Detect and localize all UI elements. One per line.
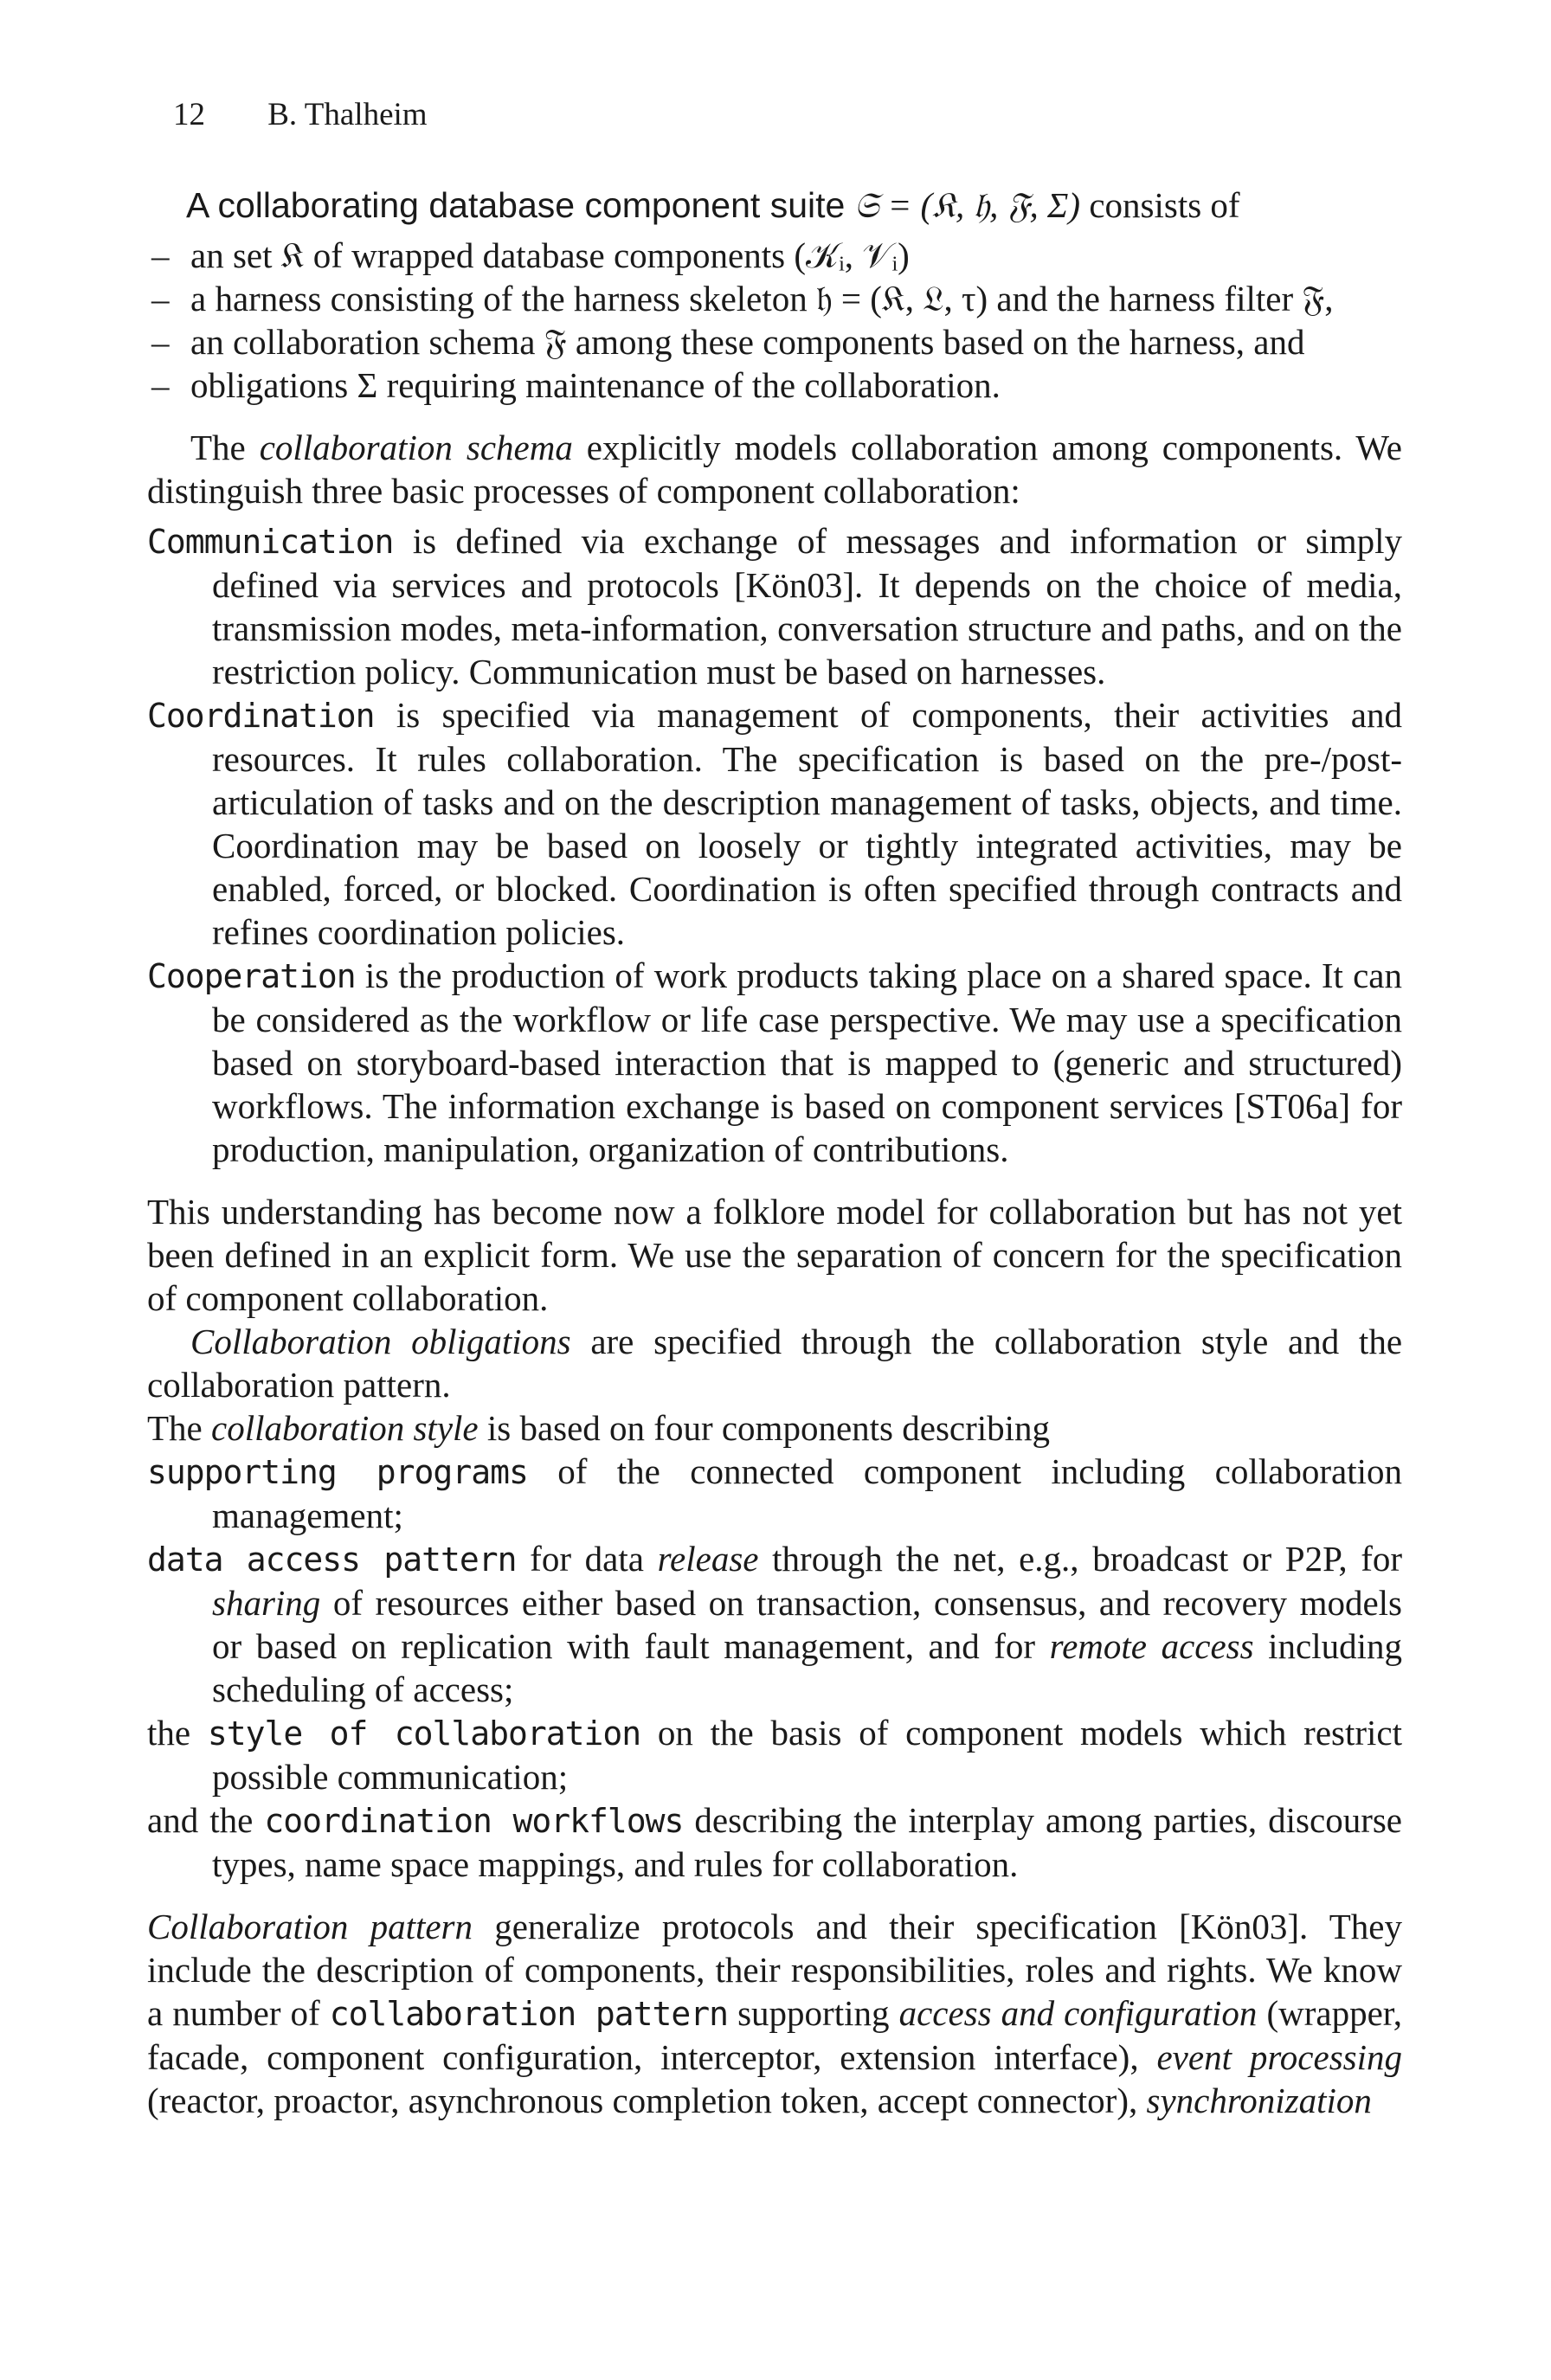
definition-item: – an collaboration schema 𝔉 among these components based on the harness, and bbox=[147, 320, 1402, 363]
definition-item: – an set 𝔎 of wrapped database components (𝒦ᵢ, 𝒱ᵢ) bbox=[147, 234, 1402, 277]
definition-math: 𝔖 = (𝔎, 𝔥, 𝔉, Σ) bbox=[853, 185, 1081, 225]
definition-list bbox=[147, 234, 1402, 407]
running-header bbox=[173, 93, 428, 137]
process-list bbox=[147, 519, 1402, 1171]
process-cooperation: Cooperation is the production of work products taking place on a shared space. It can be considered as the workflow or life case perspective. We may use a specification based on storyboard-based interaction that is mapped to (generic and structured) workflows. The information exchange is based on component services [ST06a] for production, manipulation, organization of contributions. bbox=[147, 955, 1403, 1169]
process-communication: Communication is defined via exchange of messages and information or simply defined via services and protocols [Kön03]. It depends on the choice of media, transmission modes, meta-information, conversation structure and paths, and on the restriction policy. Communication must be based on harnesses. bbox=[147, 521, 1402, 691]
style-paragraph: The collaboration style is based on four components describing bbox=[147, 1408, 1051, 1448]
style-item: the style of collaboration on the basis of component models which restrict possible communication; bbox=[147, 1713, 1403, 1797]
style-item: supporting programs of the connected component including collaboration management; bbox=[147, 1451, 1402, 1535]
running-author: B. Thalheim bbox=[267, 97, 428, 132]
process-coordination: Coordination is specified via management of components, their activities and resources. It rules collaboration. The specification is based on the pre-/post-articulation of tasks and on the description management of tasks, objects, and time. Coordination may be based on loosely or tightly integrated activities, may be enabled, forced, or blocked. Coordination is often specified through contracts and refines coordination policies. bbox=[147, 695, 1403, 952]
definition-intro: A collaborating database component suite bbox=[186, 185, 846, 225]
definition-item: – a harness consisting of the harness skeleton 𝔥 = (𝔎, 𝔏, τ) and the harness filter 𝔉, bbox=[147, 277, 1402, 320]
style-item: and the coordination workflows describing the interplay among parties, discourse types, name space mappings, and rules for collaboration. bbox=[147, 1800, 1403, 1884]
page-number: 12 bbox=[173, 97, 205, 132]
definition-block bbox=[147, 183, 1402, 2122]
definition-tail: consists of bbox=[1089, 185, 1240, 225]
definition-item: – obligations Σ requiring maintenance of the collaboration. bbox=[147, 363, 1402, 407]
schema-paragraph: The collaboration schema explicitly models collaboration among components. We distinguish three basic processes of component collaboration: bbox=[147, 428, 1402, 511]
style-item: data access pattern for data release through the net, e.g., broadcast or P2P, for sharing of resources either based on transaction, consensus, and recovery models or based on replication with fault management, and for remote access including scheduling of access; bbox=[147, 1539, 1403, 1709]
pattern-paragraph: Collaboration pattern generalize protocols and their specification [Kön03]. They include the description of components, their responsibilities, roles and rights. We know a number of collaboration pattern supporting access and configuration (wrapper, facade, component configuration, interceptor, extension interface), event processing (reactor, proactor, asynchronous completion token, accept connector), synchronization bbox=[147, 1907, 1403, 2120]
folklore-paragraph: This understanding has become now a folklore model for collaboration but has not yet been defined in an explicit form. We use the separation of concern for the specification of component collaboration. bbox=[147, 1192, 1402, 1318]
style-list bbox=[147, 1450, 1402, 1886]
obligations-paragraph: Collaboration obligations are specified through the collaboration style and the collaboration pattern. bbox=[147, 1322, 1403, 1405]
